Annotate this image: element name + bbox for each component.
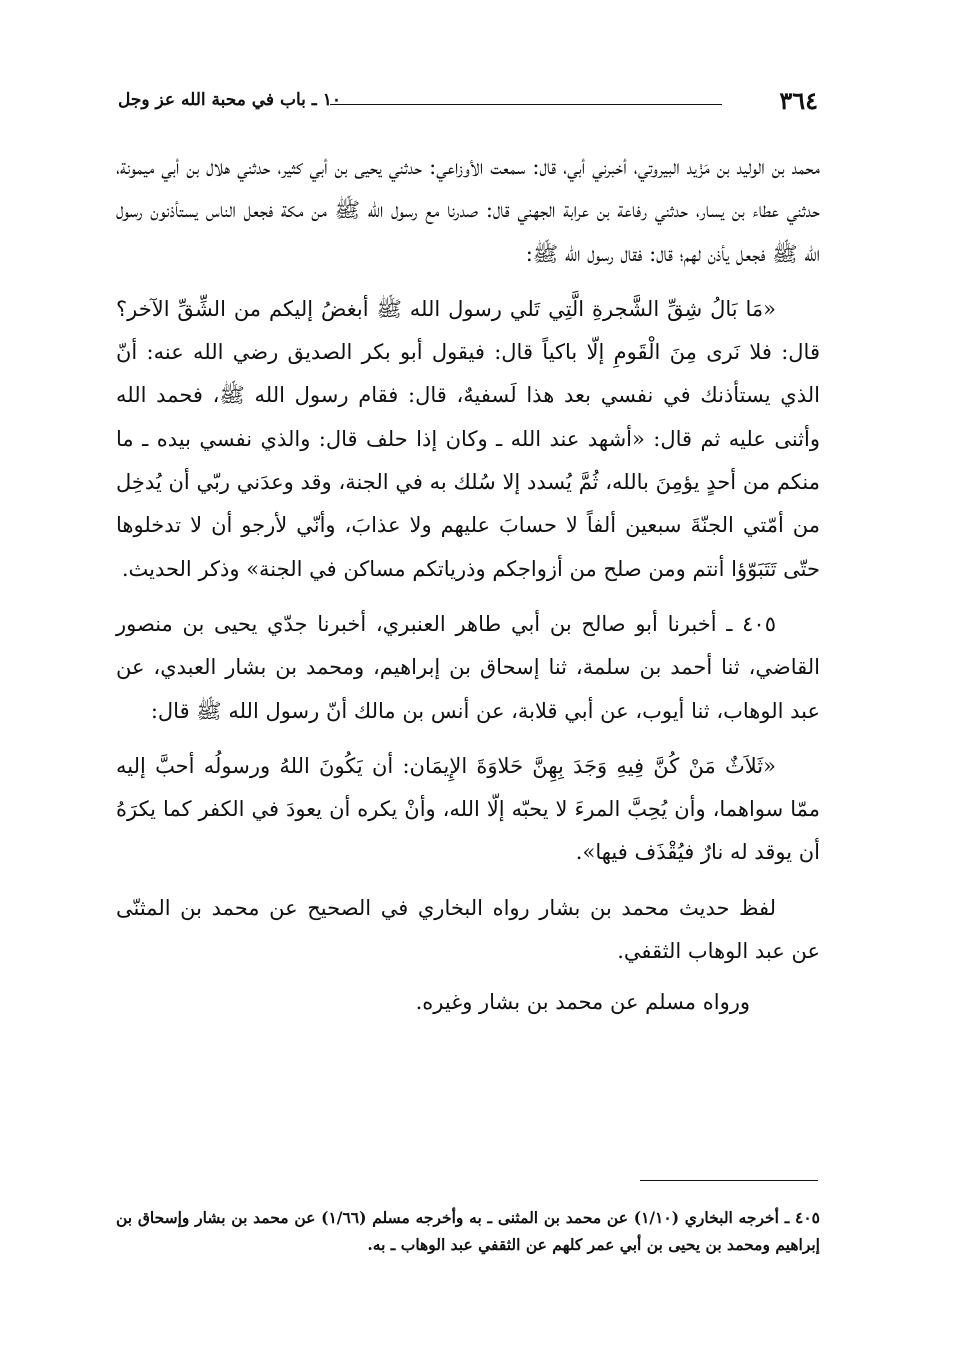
page-number: ٣٦٤ bbox=[779, 86, 818, 115]
footnotes bbox=[116, 1204, 820, 1258]
page-header bbox=[118, 82, 818, 122]
paragraph-405-hadith: «ثَلاَثٌ مَنْ كُنَّ فِيهِ وَجَدَ بِهِنَّ حَلاوَةَ الإِيمَان: أن يَكُونَ اللهُ ورسولُه أحبَّ إليه ممّا سواهما، وأن يُحِبَّ المرءَ لا يحبّه إلّا الله، وأنْ يكره أن يعودَ في الكفر كما يكرَهُ أن يوقد له نارٌ فيُقْذَف فيها». bbox=[116, 753, 820, 865]
paragraph-hadith-tree: «مَا بَالُ شِقِّ الشَّجرةِ الَّتِي تَلي رسول الله ﷺ أبغضُ إليكم من الشِّقِّ الآخر؟ قال: فلا نَرى مِنَ الْقَومِ إلّا باكياً قال: فيقول أبو بكر الصديق رضي الله عنه: أنّ الذي يستأذنك في نفسي بعد هذا لَسفيهٌ، قال: فقام رسول الله ﷺ، فحمد الله وأثنى عليه ثم قال: «أشهد عند الله ـ وكان إذا حلف قال: والذي نفسي بيده ـ ما منكم من أحدٍ يؤمِنَ بالله، ثُمَّ يُسدد إلا سُلك به في الجنة، وقد وعدَني ربّي أن يُدخِل من أمّتي الجنّةَ سبعين ألفاً لا حسابَ عليهم ولا عذابَ، وأنّي لأرجو أن لا تدخلوها حتّى تَتَبَوّؤا أنتم ومن صلح من أزواجكم وذرياتكم مساكن في الجنة» وذكر الحديث. bbox=[116, 296, 820, 581]
paragraph-isnad: محمد بن الوليد بن مَزْيد البيروتي، أخبرني أبي، قال: سمعت الأوزاعي: حدثني يحيى بن أبي كثير، حدثني هلال بن أبي ميمونة، حدثني عطاء بن يسار، حدثني رفاعة بن عرابة الجهني قال: صدرنا مع رسول الله ﷺ من مكة فجعل الناس يستأذنون رسول الله ﷺ فجعل يأذن لهم؛ قال: فقال رسول الله ﷺ: bbox=[116, 155, 820, 266]
chapter-title: ١٠ ـ باب في محبة الله عز وجل bbox=[118, 90, 341, 110]
paragraph-bukhari-note: لفظ حديث محمد بن بشار رواه البخاري في الصحيح عن محمد بن المثنّى عن عبد الوهاب الثقفي. bbox=[116, 895, 820, 964]
footnote-rule bbox=[640, 1180, 818, 1181]
paragraph-muslim-note: ورواه مسلم عن محمد بن بشار وغيره. bbox=[415, 990, 750, 1015]
main-text bbox=[116, 146, 820, 1025]
header-rule bbox=[330, 104, 722, 105]
footnote-405: ٤٠٥ ـ أخرجه البخاري (١/١٠) عن محمد بن المثنى ـ به وأخرجه مسلم (١/٦٦) عن محمد بن بشار وإسحاق بن إبراهيم ومحمد بن يحيى بن أبي عمر كلهم عن الثقفي عبد الوهاب ـ به. bbox=[116, 1208, 821, 1254]
paragraph-405-isnad: ٤٠٥ ـ أخبرنا أبو صالح بن أبي طاهر العنبري، أخبرنا جدّي يحيى بن منصور القاضي، ثنا أحمد بن سلمة، ثنا إسحاق بن إبراهيم، ومحمد بن بشار العبدي، عن عبد الوهاب، ثنا أيوب، عن أبي قلابة، عن أنس بن مالك أنّ رسول الله ﷺ قال: bbox=[116, 611, 820, 723]
